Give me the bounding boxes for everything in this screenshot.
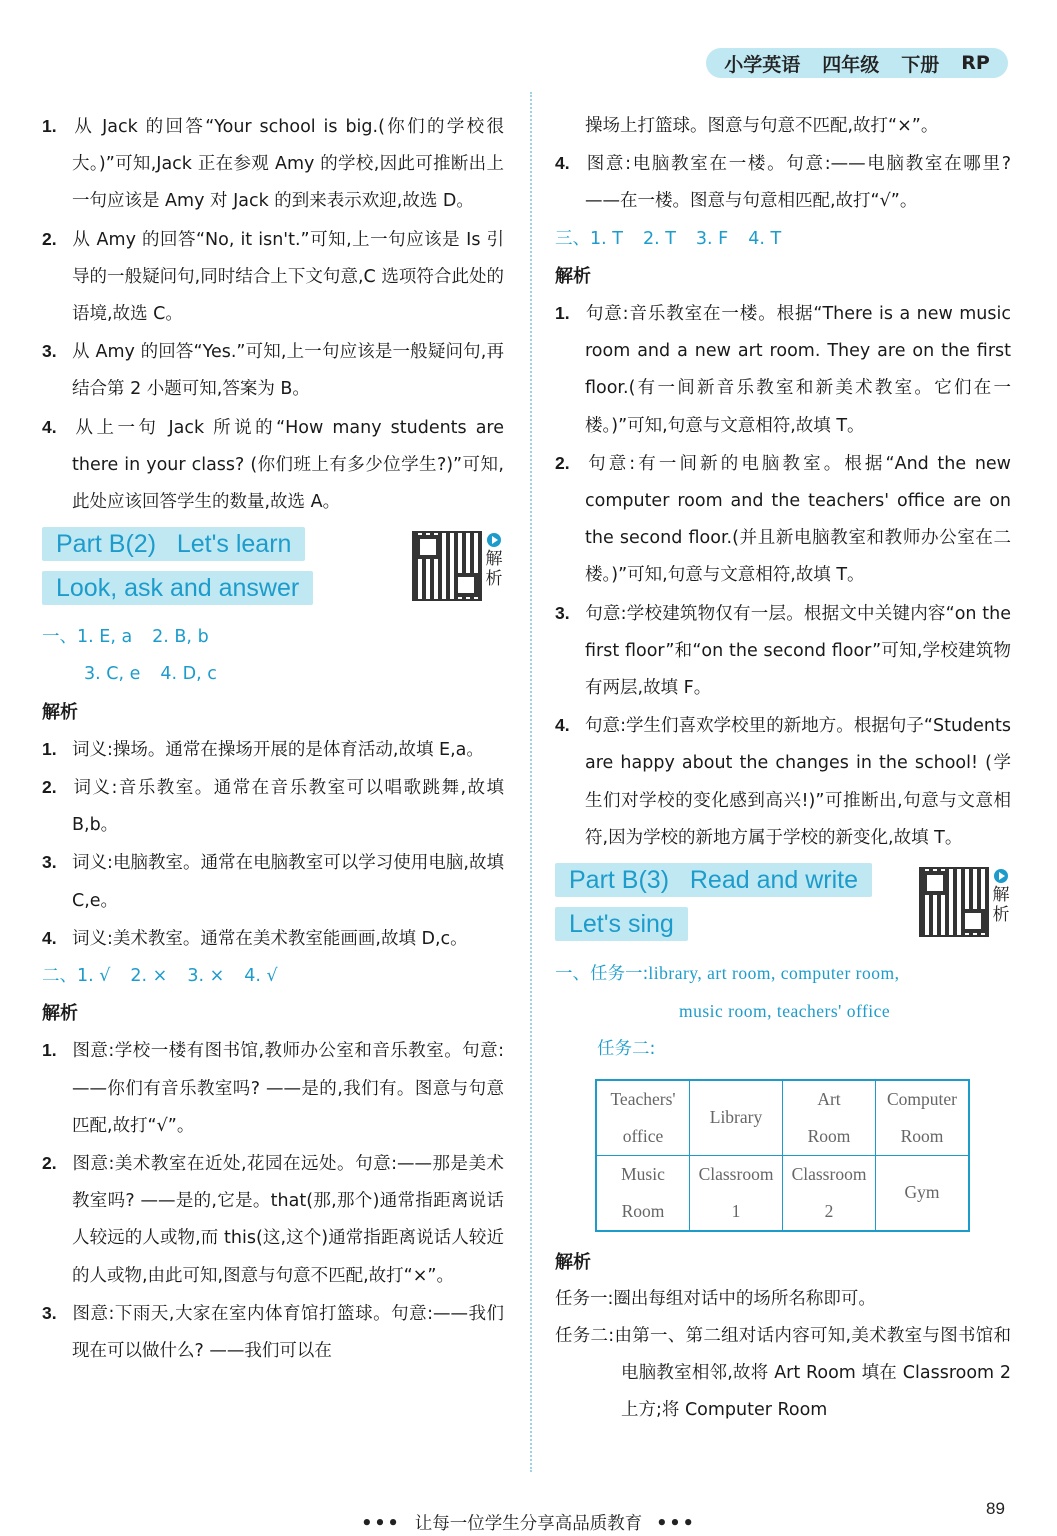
analysis-item: 1. 图意:学校一楼有图书馆,教师办公室和音乐教室。句意:——你们有音乐教室吗? ——是的,我们有。图意与句意匹配,故打“√”。	[42, 1040, 504, 1136]
analysis-item: 1. 词义:操场。通常在操场开展的是体育活动,故填 E,a。	[42, 738, 484, 760]
table-cell: Teachers' office	[596, 1080, 690, 1156]
analysis-item: 4. 句意:学生们喜欢学校里的新地方。根据句子“Students are happy about the changes in the school! (学生们对学校的变化感到高兴!)”可推断出,句意与文意相符,因为学校的新地方属于学校的新变化,故填 T。	[555, 715, 1011, 848]
continuation-text: 操场上打篮球。图意与句意不匹配,故打“×”。	[585, 116, 939, 136]
analysis-item: 4. 词义:美术教室。通常在美术教室能画画,故填 D,c。	[42, 927, 468, 949]
analysis-item: 3. 词义:电脑教室。通常在电脑教室可以学习使用电脑,故填 C,e。	[42, 852, 504, 911]
header-tag	[706, 48, 1008, 78]
section-title-line-1: Part B(2) Let's learn	[42, 527, 305, 561]
analysis-item: 2. 句意:有一间新的电脑教室。根据“And the new computer room and the teachers' office are on the second floor.(并且新电脑教室和教师办公室在二楼。)”可知,句意与文意相符,故填 T。	[555, 452, 1011, 586]
analysis-item: 1. 句意:音乐教室在一楼。根据“There is a new music room and a new art room. They are on the first floor.(有一间新音乐教室和新美术教室。它们在一楼。)”可知,句意与文意相符,故填 T。	[555, 303, 1011, 436]
task-1-answer-cont: music room, teachers' office	[679, 1001, 891, 1022]
task-1-answer: 一、任务一:library, art room, computer room,	[555, 963, 900, 985]
header-grade: 四年级	[822, 53, 880, 76]
answer-item: 4. 从上一句 Jack 所说的“How many students are there in your class? (你们班上有多少位学生?)”可知,此处应该回答学生的数量,故选 A。	[42, 416, 504, 513]
analysis-item: 2. 词义:音乐教室。通常在音乐教室可以唱歌跳舞,故填 B,b。	[42, 777, 504, 836]
table-row	[596, 1155, 969, 1231]
table-cell: Classroom 2	[783, 1155, 876, 1231]
page-footer: ••• 让每一位学生分享高品质教育 •••	[361, 1514, 696, 1534]
qr-code-icon[interactable]	[412, 531, 482, 601]
analysis-item: 3. 句意:学校建筑物仅有一层。根据文中关键内容“on the first floor”和“on the second floor”可知,学校建筑物有两层,故填 F。	[555, 602, 1011, 699]
qr-code-block[interactable]: 解 析	[412, 531, 504, 601]
table-cell: Computer Room	[876, 1080, 970, 1156]
table-cell: Gym	[876, 1155, 970, 1231]
section-title-line-2: Let's sing	[555, 907, 688, 941]
header-volume: 下册	[901, 53, 940, 76]
qr-code-block[interactable]: 解 析	[919, 867, 1011, 937]
analysis-heading: 解析	[42, 701, 78, 723]
footer-slogan: 让每一位学生分享高品质教育	[414, 1514, 643, 1534]
answers-part-2: 二、1. √ 2. × 3. × 4. √	[42, 966, 278, 987]
table-cell: Classroom 1	[690, 1155, 783, 1231]
section-title-line-1: Part B(3) Read and write	[555, 863, 872, 897]
section-title-line-2: Look, ask and answer	[42, 571, 313, 605]
answer-item: 3. 从 Amy 的回答“Yes.”可知,上一句应该是一般疑问句,再结合第 2 小题可知,答案为 B。	[42, 341, 504, 400]
analysis-item: 2. 图意:美术教室在近处,花园在远处。句意:——那是美术教室吗? ——是的,它是。that(那,那个)通常指距离说话人较远的人或物,而 this(这,这个)通常指距离说话人较近的人或物,由此可知,图意与句意不匹配,故打“×”。	[42, 1153, 504, 1286]
analysis-item: 4. 图意:电脑教室在一楼。句意:——电脑教室在哪里? ——在一楼。图意与句意相匹配,故打“√”。	[555, 153, 1011, 212]
answer-item: 2. 从 Amy 的回答“No, it isn't.”可知,上一句应该是 Is 引导的一般疑问句,同时结合上下文句意,C 选项符合此处的语境,故选 C。	[42, 228, 504, 325]
analysis-heading: 解析	[42, 1003, 78, 1025]
column-divider	[530, 92, 532, 1472]
analysis-item: 3. 图意:下雨天,大家在室内体育馆打篮球。句意:——我们现在可以做什么? ——我们可以在	[42, 1302, 504, 1362]
answers-part-3: 三、1. T 2. T 3. F 4. T	[555, 228, 782, 249]
analysis-heading: 解析	[555, 265, 591, 287]
answer-item: 1. 从 Jack 的回答“Your school is big.(你们的学校很大。)”可知,Jack 正在参观 Amy 的学校,因此可推断出上一句应该是 Amy 对 Jack 的到来表示欢迎,故选 D。	[42, 116, 504, 212]
task-2-label: 任务二:	[597, 1039, 656, 1060]
page-number: 89	[986, 1499, 1005, 1518]
table-cell: Library	[690, 1080, 783, 1156]
table-cell: Music Room	[596, 1155, 690, 1231]
answers-part-1: 一、1. E, a 2. B, b 3. C, e 4. D, c	[42, 627, 217, 685]
room-layout-table	[595, 1079, 970, 1232]
analysis-task-1: 任务一:圈出每组对话中的场所名称即可。	[555, 1288, 876, 1309]
left-column	[42, 108, 504, 1370]
header-subject: 小学英语	[724, 53, 801, 76]
analysis-heading: 解析	[555, 1251, 591, 1273]
right-column	[555, 108, 1011, 1430]
header-edition: RP	[961, 52, 990, 74]
play-icon	[994, 869, 1008, 883]
table-row	[596, 1080, 969, 1156]
section-title-part-b3	[555, 863, 1011, 951]
section-title-part-b2	[42, 527, 504, 615]
table-cell: Art Room	[783, 1080, 876, 1156]
analysis-task-2: 任务二:由第一、第二组对话内容可知,美术教室与图书馆和电脑教室相邻,故将 Art Room 填在 Classroom 2 上方;将 Computer Room	[555, 1326, 1011, 1421]
play-icon	[487, 533, 501, 547]
qr-code-icon[interactable]	[919, 867, 989, 937]
